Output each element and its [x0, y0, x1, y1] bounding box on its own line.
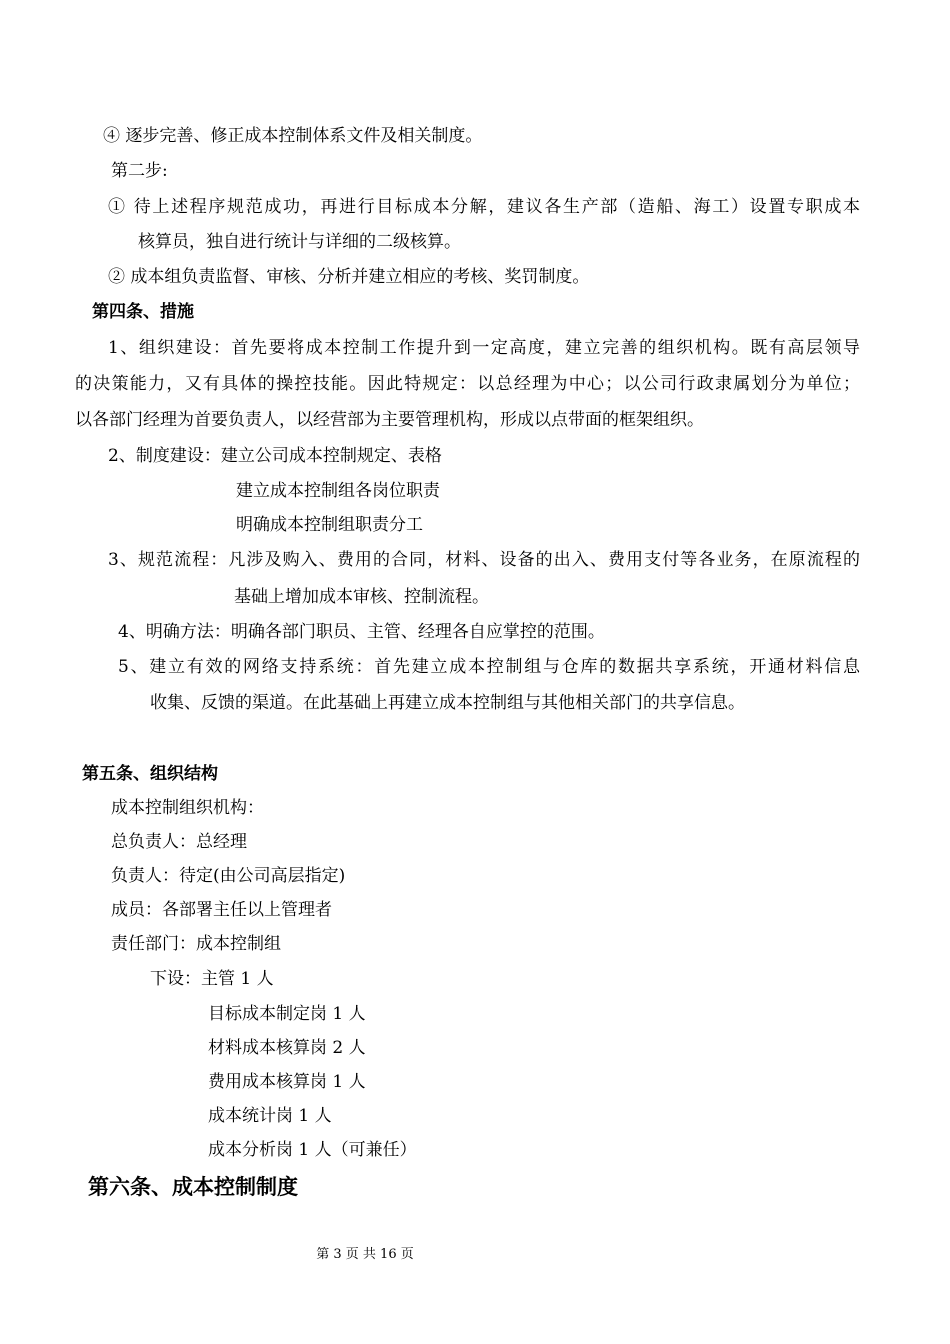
org-post: 目标成本制定岗 1 人 [208, 1004, 366, 1024]
article4-p5-line1: 5、建立有效的网络支持系统：首先建立成本控制组与仓库的数据共享系统，开通材料信息 [118, 657, 860, 677]
article4-p2-line3: 明确成本控制组职责分工 [236, 515, 423, 535]
step2-item1-line1: ① 待上述程序规范成功，再进行目标成本分解，建议各生产部（造船、海工）设置专职成本 [108, 197, 860, 217]
page-footer: 第 3 页 共 16 页 [316, 1247, 414, 1262]
org-post: 材料成本核算岗 2 人 [208, 1038, 366, 1058]
step1-item4: ④ 逐步完善、修正成本控制体系文件及相关制度。 [103, 126, 483, 146]
org-sub-label: 下设：主管 1 人 [150, 969, 274, 989]
article4-p3-line1: 3、规范流程：凡涉及购入、费用的合同，材料、设备的出入、费用支付等各业务，在原流程的 [108, 550, 860, 570]
article4-p2-line2: 建立成本控制组各岗位职责 [236, 481, 440, 501]
org-members: 成员：各部署主任以上管理者 [111, 900, 332, 920]
article4-heading: 第四条、措施 [92, 302, 194, 322]
org-dept: 责任部门：成本控制组 [111, 934, 281, 954]
article5-heading: 第五条、组织结构 [82, 764, 218, 784]
article4-p5-line2: 收集、反馈的渠道。在此基础上再建立成本控制组与其他相关部门的共享信息。 [150, 693, 745, 713]
article4-p1-line3: 以各部门经理为首要负责人，以经营部为主要管理机构，形成以点带面的框架组织。 [75, 410, 704, 430]
article4-p3-line2: 基础上增加成本审核、控制流程。 [234, 587, 489, 607]
org-title: 成本控制组织机构： [111, 798, 264, 818]
org-leader: 负责人：待定(由公司高层指定) [111, 866, 346, 886]
step2-item1-line2: 核算员，独自进行统计与详细的二级核算。 [138, 232, 461, 252]
org-chief: 总负责人：总经理 [111, 832, 247, 852]
step2-title: 第二步: [111, 161, 168, 181]
article4-p2-line1: 2、制度建设：建立公司成本控制规定、表格 [108, 446, 442, 466]
org-post: 费用成本核算岗 1 人 [208, 1072, 366, 1092]
article4-p1-line1: 1、组织建设：首先要将成本控制工作提升到一定高度，建立完善的组织机构。既有高层领导 [108, 338, 860, 358]
article6-heading: 第六条、成本控制制度 [88, 1175, 298, 1199]
org-post: 成本统计岗 1 人 [208, 1106, 332, 1126]
article4-p1-line2: 的决策能力，又有具体的操控技能。因此特规定：以总经理为中心；以公司行政隶属划分为单位； [75, 374, 860, 394]
step2-item2: ② 成本组负责监督、审核、分析并建立相应的考核、奖罚制度。 [108, 267, 590, 287]
article4-p4: 4、明确方法：明确各部门职员、主管、经理各自应掌控的范围。 [118, 622, 605, 642]
org-post: 成本分析岗 1 人（可兼任） [208, 1140, 417, 1160]
